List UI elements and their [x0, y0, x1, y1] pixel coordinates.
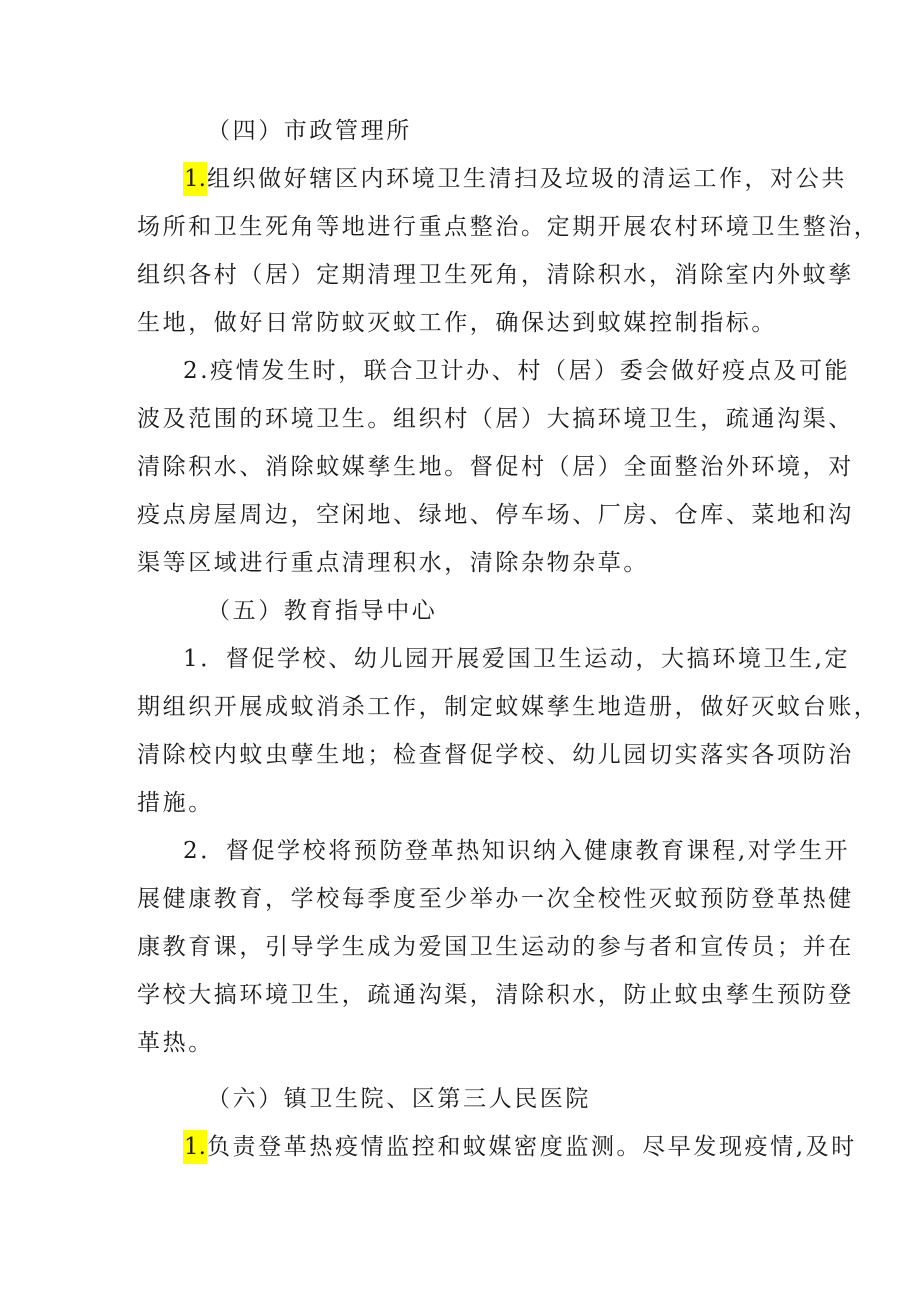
item-number: 2．: [183, 838, 226, 864]
item-number: 2.: [183, 358, 211, 384]
paragraph-text: 疫情发生时，联合卫计办、村（居）委会做好疫点及可能: [210, 358, 851, 384]
paragraph-line: [183, 355, 850, 387]
paragraph-line: 生地，做好日常防蚊灭蚊工作，确保达到蚊媒控制指标。: [137, 310, 777, 336]
paragraph-line: 措施。: [137, 790, 214, 816]
paragraph-line: [183, 643, 850, 675]
paragraph-line: [183, 835, 850, 867]
paragraph-line: [183, 1131, 857, 1163]
item-number-highlighted: 1.: [183, 162, 207, 196]
paragraph-line: 康教育课，引导学生成为爱国卫生运动的参与者和宣传员；并在: [137, 934, 854, 960]
paragraph-line: 波及范围的环境卫生。组织村（居）大搞环境卫生，疏通沟渠、: [137, 406, 854, 432]
paragraph-line: 清除校内蚊虫孽生地；检查督促学校、幼儿园切实落实各项防治: [137, 742, 854, 768]
paragraph-line: 学校大搞环境卫生，疏通沟渠，清除积水，防止蚊虫孳生预防登: [137, 982, 854, 1008]
paragraph-line: 组织各村（居）定期清理卫生死角，清除积水，消除室内外蚊孳: [137, 262, 854, 288]
paragraph-text: 负责登革热疫情监控和蚊媒密度监测。尽早发现疫情,及时: [206, 1134, 857, 1160]
paragraph-line: 革热。: [137, 1030, 214, 1056]
section-heading-6: （六）镇卫生院、区第三人民医院: [207, 1086, 591, 1112]
paragraph-line: 疫点房屋周边，空闲地、绿地、停车场、厂房、仓库、菜地和沟: [137, 502, 854, 528]
item-number-highlighted: 1.: [183, 1130, 207, 1164]
section-heading-4: （四）市政管理所: [207, 118, 412, 144]
section-heading-5: （五）教育指导中心: [207, 598, 438, 624]
paragraph-text: 组织做好辖区内环境卫生清扫及垃圾的清运工作，对公共: [206, 166, 847, 192]
paragraph-text: 督促学校、幼儿园开展爱国卫生运动，大搞环境卫生,定: [225, 646, 851, 672]
paragraph-line: 场所和卫生死角等地进行重点整治。定期开展农村环境卫生整治，: [137, 214, 880, 240]
paragraph-line: 期组织开展成蚊消杀工作，制定蚊媒孳生地造册，做好灭蚊台账，: [137, 694, 880, 720]
paragraph-line: [183, 163, 847, 195]
paragraph-text: 督促学校将预防登革热知识纳入健康教育课程,对学生开: [225, 838, 851, 864]
paragraph-line: 渠等区域进行重点清理积水，清除杂物杂草。: [137, 550, 649, 576]
paragraph-line: 展健康教育，学校每季度至少举办一次全校性灭蚊预防登革热健: [137, 886, 854, 912]
paragraph-line: 清除积水、消除蚊媒孳生地。督促村（居）全面整治外环境，对: [137, 454, 854, 480]
item-number: 1．: [183, 646, 226, 672]
